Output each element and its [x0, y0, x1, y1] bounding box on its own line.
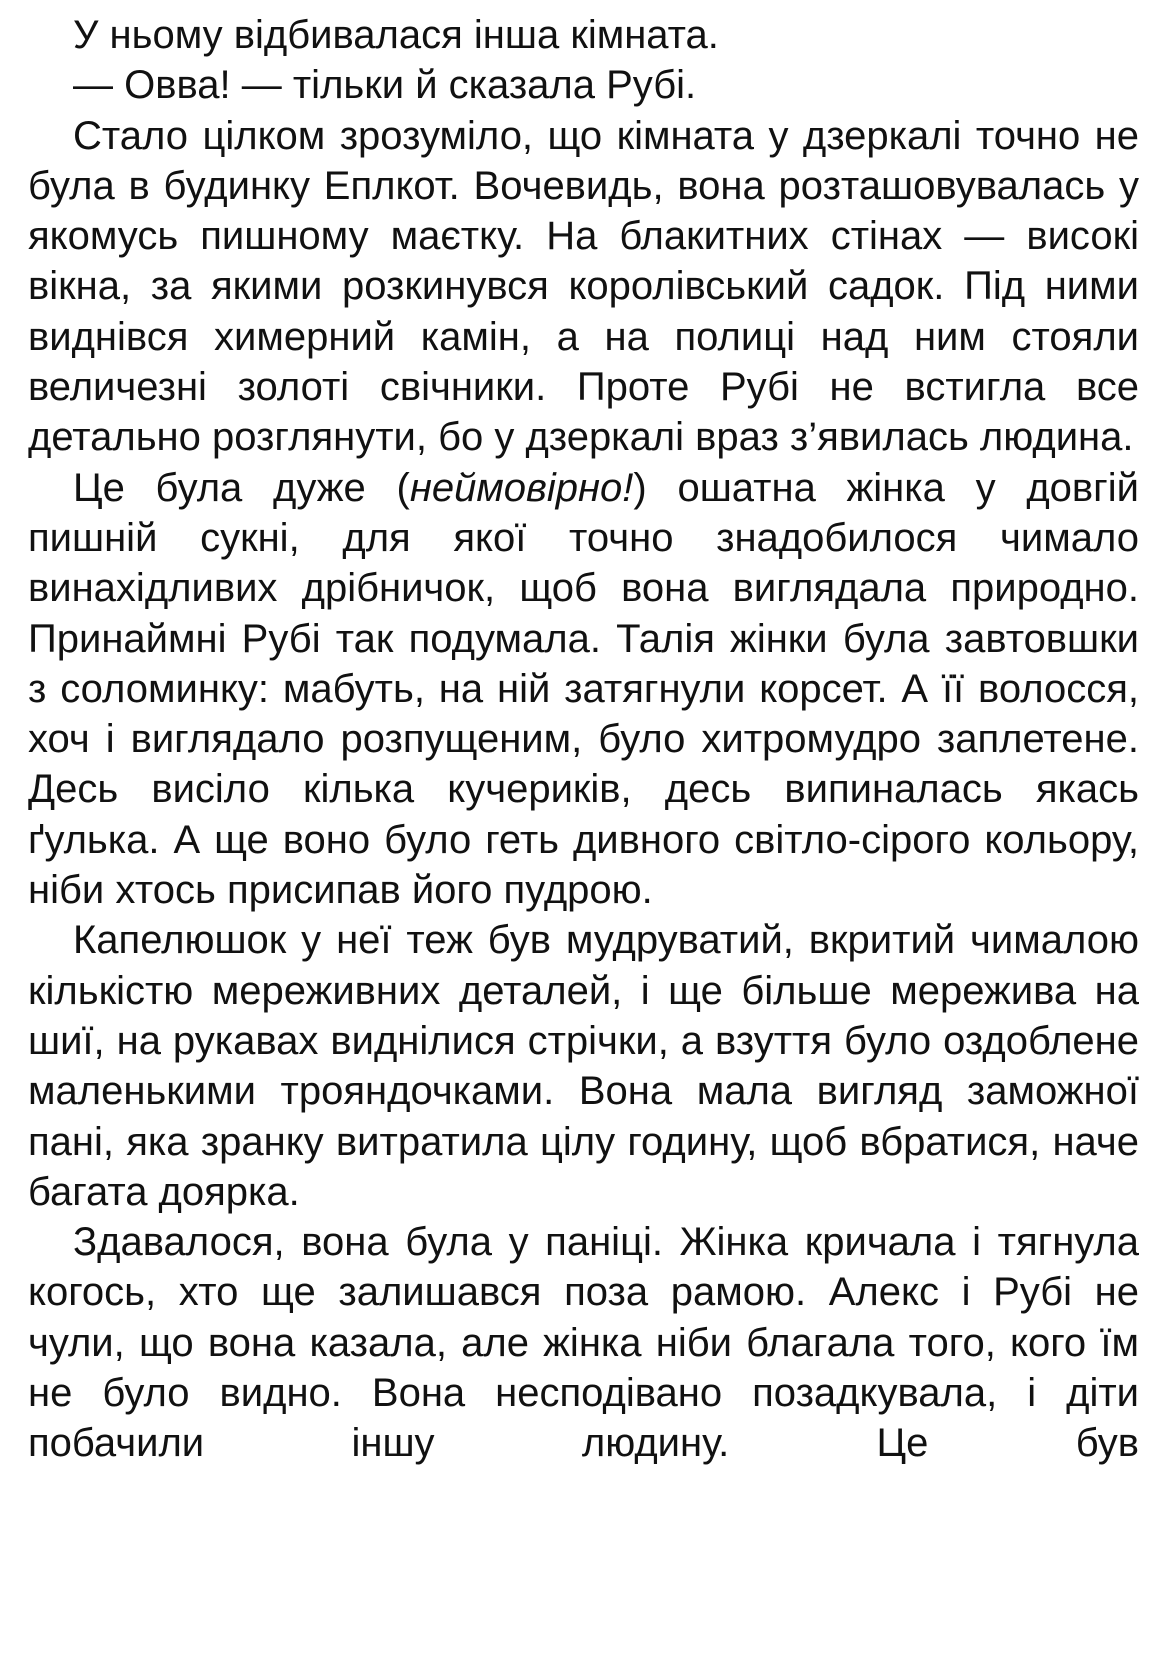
paragraph-4 — [28, 463, 1139, 916]
text-run: — Овва! — тільки й сказала Рубі. — [73, 63, 697, 108]
text-run: ) ошатна жінка у довгій пишній сукні, для якої точно знадобилося чимало винахідливих дрібничок, щоб вона виглядала природно. Принаймні Рубі так подумала. Талія жінки була завтовшки з соломинку: мабуть, на ній затягнули корсет. А її волосся, хоч і виглядало розпущеним, було хитромудро заплетене. Десь висіло кілька кучериків, десь випиналась якась ґулька. А ще воно було геть дивного світло-сірого кольору, ніби хтось присипав його пудрою. — [28, 465, 1139, 913]
text-run: Капелюшок у неї теж був мудруватий, вкритий чималою кількістю мереживних деталей, і ще більше мережива на шиї, на рукавах виднілися стрічки, а взуття було оздоблене маленькими трояндочками. Вона мала вигляд заможної пані, яка зранку витратила цілу годину, щоб вбратися, наче багата доярка. — [28, 918, 1139, 1214]
text-run: Стало цілком зрозуміло, що кімната у дзеркалі точно не була в будинку Еплкот. Вочевидь, вона розташовувалась у якомусь пишному маєтку. На блакитних стінах — високі вікна, за якими розкинувся королівський садок. Під ними виднівся химерний камін, а на полиці над ним стояли величезні золоті свічники. Проте Рубі не встигла все детально розглянути, бо у дзеркалі враз з’явилась людина. — [28, 113, 1139, 460]
text-run: Здавалося, вона була у паніці. Жінка кричала і тягнула когось, хто ще залишався поза рамою. Алекс і Рубі не чули, що вона казала, але жінка ніби благала того, кого їм не було видно. Вона несподівано позадкувала, і діти побачили іншу людину. Це був — [28, 1220, 1139, 1466]
paragraph-1 — [28, 10, 1139, 60]
paragraph-5 — [28, 915, 1139, 1217]
paragraph-6 — [28, 1217, 1139, 1468]
book-page — [28, 10, 1139, 1469]
italic-text-run: неймовірно! — [409, 465, 634, 510]
paragraph-3 — [28, 111, 1139, 463]
text-run: У ньому відбивалася інша кімната. — [73, 13, 719, 57]
text-run: Це була дуже ( — [73, 465, 410, 510]
paragraph-2 — [28, 60, 1139, 110]
